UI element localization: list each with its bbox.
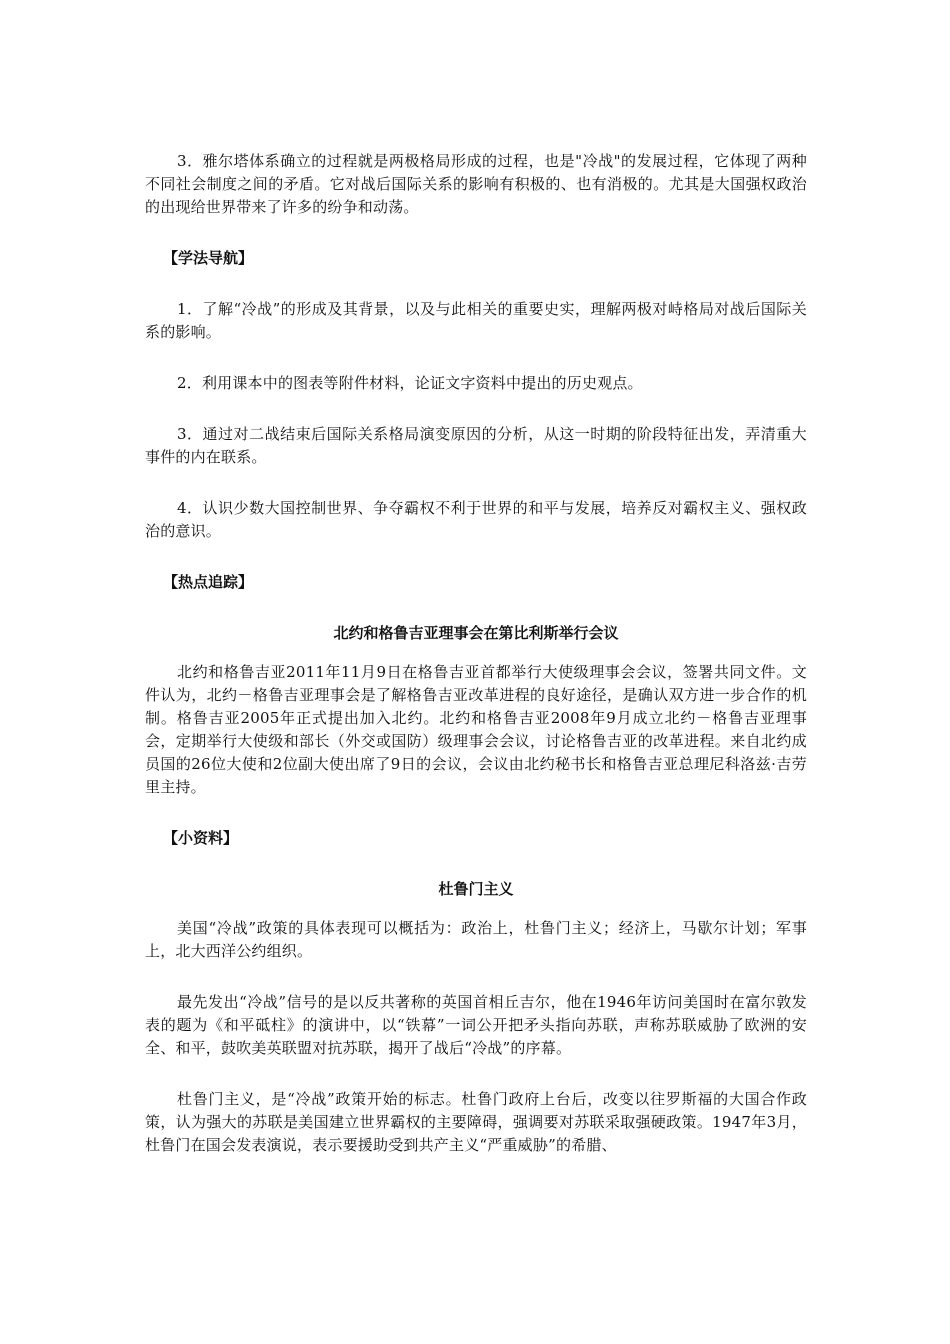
hot-topic-title: 北约和格鲁吉亚理事会在第比利斯举行会议 [333, 624, 619, 642]
study-guide-heading: 【学法导航】 [163, 249, 254, 267]
small-info-paragraph-2: 最先发出“冷战”信号的是以反共著称的英国首相丘吉尔，他在1946年访问美国时在富尔敦发表的题为《和平砥柱》的演讲中，以“铁幕”一词公开把矛头指向苏联，声称苏联威胁了欧洲的安全、和平，鼓吹美英联盟对抗苏联，揭开了战后“冷战”的序幕。 [145, 993, 807, 1057]
study-guide-item-4: 4．认识少数大国控制世界、争夺霸权不利于世界的和平与发展，培养反对霸权主义、强权政治的意识。 [145, 499, 807, 540]
small-info-heading: 【小资料】 [163, 829, 239, 847]
hot-topic-heading: 【热点追踪】 [163, 573, 254, 591]
hot-topic-body: 北约和格鲁吉亚2011年11月9日在格鲁吉亚首都举行大使级理事会会议，签署共同文件。文件认为，北约－格鲁吉亚理事会是了解格鲁吉亚改革进程的良好途径，是确认双方进一步合作的机制。格鲁吉亚2005年正式提出加入北约。北约和格鲁吉亚2008年9月成立北约－格鲁吉亚理事会，定期举行大使级和部长（外交或国防）级理事会会议，讨论格鲁吉亚的改革进程。来自北约成员国的26位大使和2位副大使出席了9日的会议，会议由北约秘书长和格鲁吉亚总理尼科洛兹·吉劳里主持。 [145, 663, 807, 796]
study-guide-item-1: 1．了解“冷战”的形成及其背景，以及与此相关的重要史实，理解两极对峙格局对战后国际关系的影响。 [145, 300, 807, 341]
study-guide-item-2: 2．利用课本中的图表等附件材料，论证文字资料中提出的历史观点。 [177, 374, 643, 392]
small-info-paragraph-3: 杜鲁门主义，是“冷战”政策开始的标志。杜鲁门政府上台后，改变以往罗斯福的大国合作政策，认为强大的苏联是美国建立世界霸权的主要障碍，强调要对苏联采取强硬政策。1947年3月，杜鲁门在国会发表演说，表示要援助受到共产主义“严重威胁”的希腊、 [145, 1090, 807, 1154]
small-info-paragraph-1: 美国“冷战”政策的具体表现可以概括为：政治上，杜鲁门主义；经济上，马歇尔计划；军事上，北大西洋公约组织。 [145, 919, 807, 960]
intro-paragraph-3: 3．雅尔塔体系确立的过程就是两极格局形成的过程，也是"冷战"的发展过程，它体现了两种不同社会制度之间的矛盾。它对战后国际关系的影响有积极的、也有消极的。尤其是大国强权政治的出现给世界带来了许多的纷争和动荡。 [145, 152, 807, 216]
document-page [145, 150, 807, 1157]
study-guide-item-3: 3．通过对二战结束后国际关系格局演变原因的分析，从这一时期的阶段特征出发，弄清重大事件的内在联系。 [145, 425, 807, 466]
small-info-title: 杜鲁门主义 [438, 880, 514, 898]
